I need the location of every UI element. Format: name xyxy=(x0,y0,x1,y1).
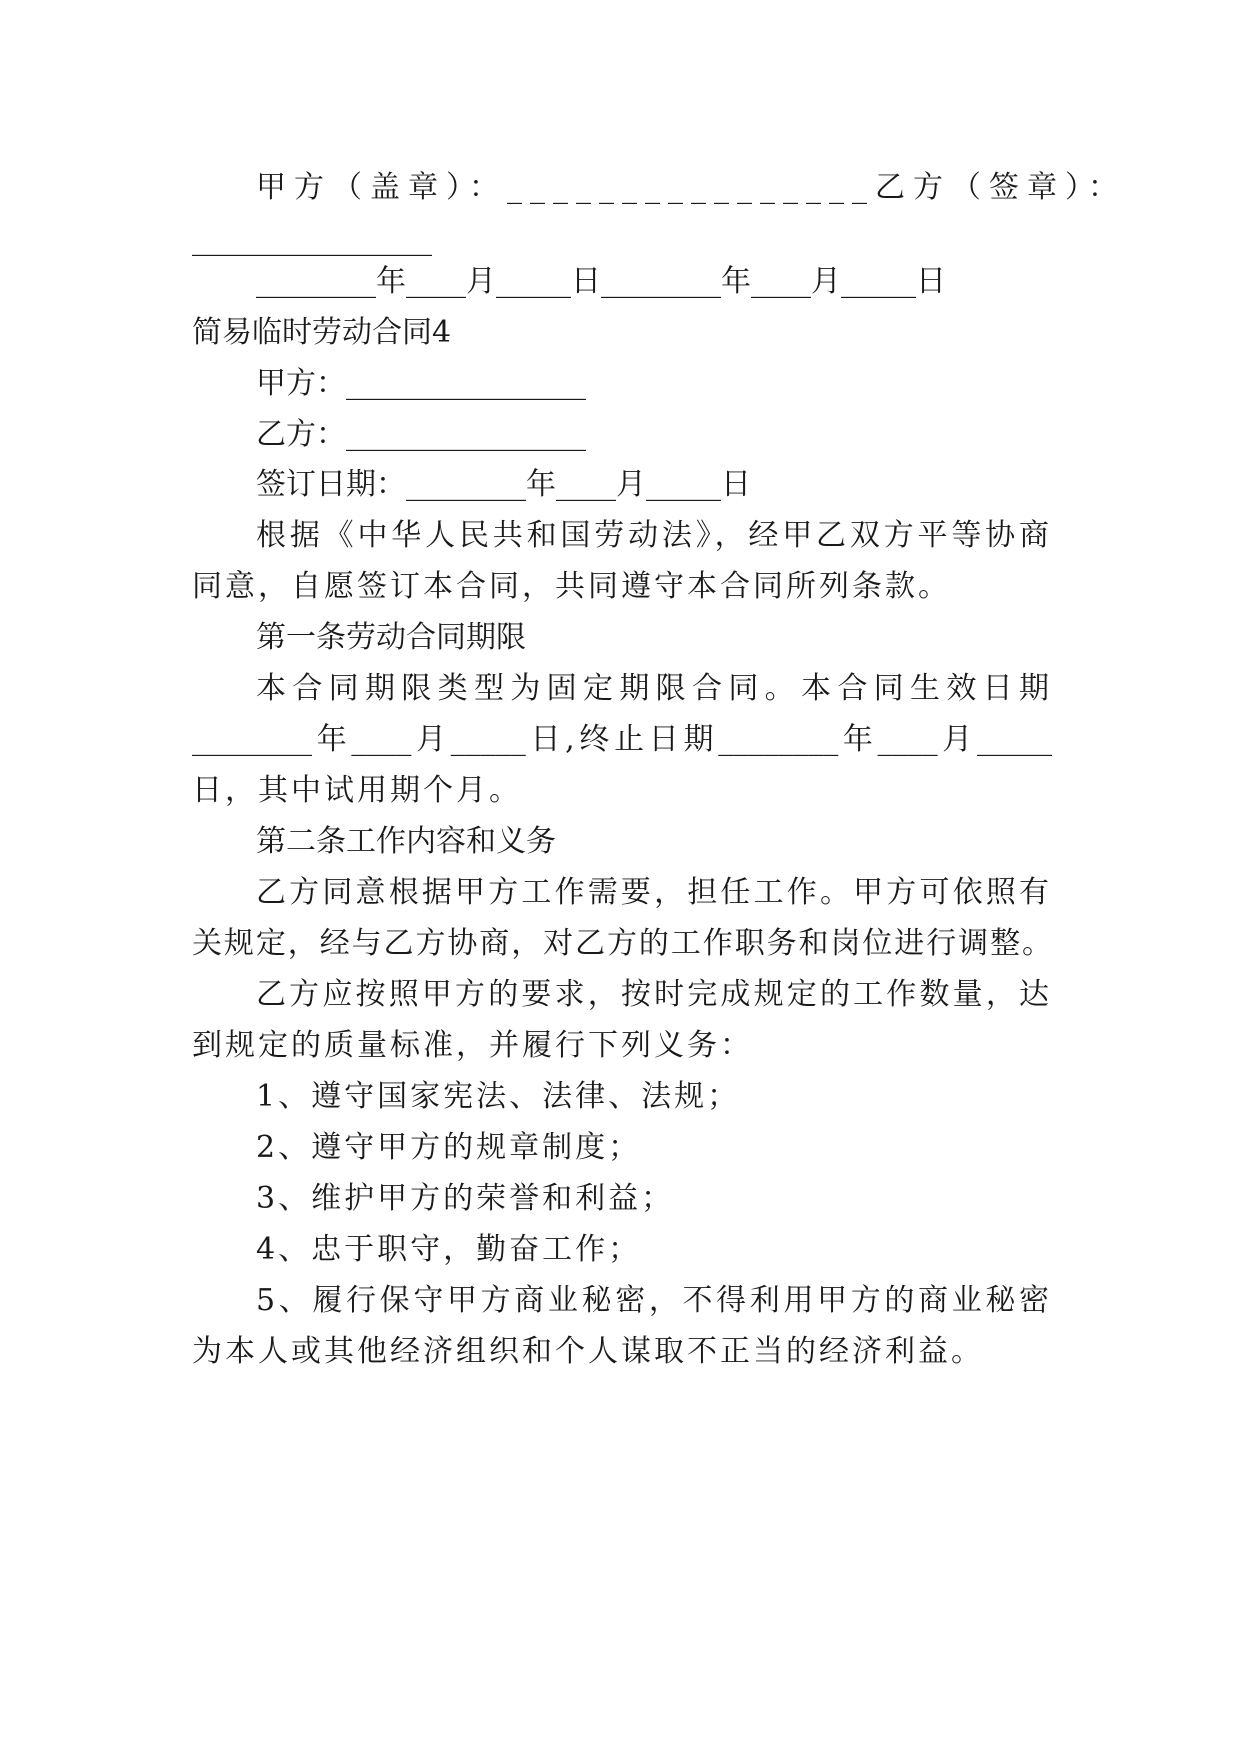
party-a-field: 甲方：________________ xyxy=(256,366,586,401)
duty-item-3: 3、维护甲方的荣誉和利益； xyxy=(256,1181,675,1216)
article-2-heading: 第二条工作内容和义务 xyxy=(256,824,556,859)
contract-title: 简易临时劳动合同4 xyxy=(192,315,452,350)
preamble-line-2: 同意，自愿签订本合同，共同遵守本合同所列条款。 xyxy=(192,569,951,604)
article-2-para-1-line-2: 关规定，经与乙方协商，对乙方的工作职务和岗位进行调整。 xyxy=(192,926,1052,961)
party-b-field: 乙方：________________ xyxy=(256,417,586,452)
duty-item-5-line-1: 5、履行保守甲方商业秘密，不得利用甲方的商业秘密 xyxy=(256,1283,1052,1318)
signature-date-line: ________年____月_____日________年____月_____日 xyxy=(256,264,946,299)
article-1-line-1: 本合同期限类型为固定期限合同。本合同生效日期 xyxy=(256,671,1052,706)
signature-line-blank: ________________ xyxy=(192,222,432,257)
article-2-para-2-line-2: 到规定的质量标准，并履行下列义务： xyxy=(192,1028,753,1063)
signing-date-field: 签订日期：________年____月_____日 xyxy=(256,467,751,502)
duty-item-2: 2、遵守甲方的规章制度； xyxy=(256,1130,642,1165)
article-2-para-1-line-1: 乙方同意根据甲方工作需要，担任工作。甲方可依照有 xyxy=(256,875,1052,910)
signature-line-parties: 甲方（盖章）：________________乙方（签章）： xyxy=(256,170,1126,205)
article-2-para-2-line-1: 乙方应按照甲方的要求，按时完成规定的工作数量，达 xyxy=(256,977,1052,1012)
article-1-line-2: ________年____月_____日,终止日期________年____月_____ xyxy=(192,722,1052,757)
duty-item-5-line-2: 为本人或其他经济组织和个人谋取不正当的经济利益。 xyxy=(192,1334,984,1369)
duty-item-1: 1、遵守国家宪法、法律、法规； xyxy=(256,1079,741,1114)
preamble-line-1: 根据《中华人民共和国劳动法》，经甲乙双方平等协商 xyxy=(256,518,1052,553)
duty-item-4: 4、忠于职守，勤奋工作； xyxy=(256,1232,642,1267)
article-1-heading: 第一条劳动合同期限 xyxy=(256,620,526,655)
article-1-line-3: 日，其中试用期个月。 xyxy=(192,773,522,808)
